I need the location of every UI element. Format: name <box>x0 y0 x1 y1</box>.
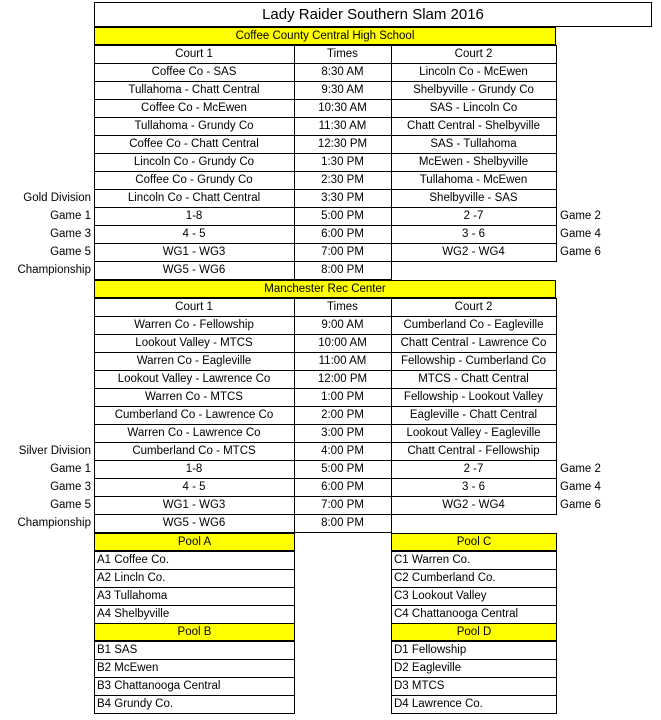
grid-line <box>94 352 557 353</box>
grid-line <box>391 587 557 588</box>
pool-team: B1 SAS <box>97 644 138 656</box>
court-1-match: Warren Co - Eagleville <box>136 355 252 367</box>
court-2-match <box>391 514 556 532</box>
grid-line <box>391 713 557 714</box>
court-1-match: 4 - 5 <box>182 228 206 240</box>
grid-line <box>294 551 295 623</box>
court-2-match: Fellowship - Cumberland Co <box>400 355 547 367</box>
grid-line <box>94 189 557 190</box>
game-label: Championship <box>17 264 91 276</box>
match-time: 10:30 AM <box>318 102 367 114</box>
pool-c-header: Pool C <box>391 533 557 551</box>
match-time: 1:30 PM <box>321 156 364 168</box>
match-time: 3:30 PM <box>321 192 364 204</box>
grid-line <box>94 677 295 678</box>
court-1-match: Coffee Co - SAS <box>151 66 237 78</box>
grid-line <box>94 406 557 407</box>
court-2-match: Shelbyville - Grundy Co <box>413 84 534 96</box>
grid-line <box>94 45 95 279</box>
court-1-match: Coffee Co - McEwen <box>141 102 247 114</box>
pool-team: A2 Lincln Co. <box>97 572 166 584</box>
court-1-match: Coffee Co - Grundy Co <box>135 174 253 186</box>
match-time: 10:00 AM <box>318 337 367 349</box>
pool-b-header: Pool B <box>94 623 295 641</box>
grid-line <box>94 334 557 335</box>
court-2-match: Lincoln Co - McEwen <box>419 66 528 78</box>
game-label: Game 5 <box>50 499 91 511</box>
grid-line <box>94 551 295 552</box>
court-1-match: WG5 - WG6 <box>162 517 226 529</box>
division-label: Silver Division <box>18 445 91 457</box>
times-header: Times <box>327 301 358 313</box>
grid-line <box>94 641 95 713</box>
grid-line <box>94 117 557 118</box>
grid-line <box>391 641 392 713</box>
court-2-match: McEwen - Shelbyville <box>418 156 529 168</box>
grid-line <box>94 587 295 588</box>
grid-line <box>391 641 557 642</box>
pool-team: D4 Lawrence Co. <box>394 698 483 710</box>
court-2-match: Cumberland Co - Eagleville <box>403 319 544 331</box>
pool-team: D1 Fellowship <box>394 644 467 656</box>
pool-team: A1 Coffee Co. <box>97 554 170 566</box>
pool-team: A3 Tullahoma <box>97 590 168 602</box>
pool-d-header: Pool D <box>391 623 557 641</box>
match-time: 12:30 PM <box>317 138 368 150</box>
gold-venue-header: Coffee County Central High School <box>94 27 556 45</box>
grid-line <box>94 713 295 714</box>
grid-line <box>94 551 95 623</box>
grid-line <box>94 641 295 642</box>
court-2-match: WG2 - WG4 <box>442 246 505 258</box>
grid-line <box>94 153 557 154</box>
court-1-header: Court 1 <box>175 301 213 313</box>
match-time: 2:30 PM <box>321 174 364 186</box>
game-label: Game 5 <box>50 246 91 258</box>
times-header: Times <box>327 48 358 60</box>
court-2-match: Fellowship - Lookout Valley <box>403 391 544 403</box>
grid-line <box>391 551 557 552</box>
grid-line <box>294 45 295 279</box>
grid-line <box>556 551 557 623</box>
pool-team: C2 Cumberland Co. <box>394 572 496 584</box>
court-1-match: Tullahoma - Grundy Co <box>134 120 254 132</box>
game-label: Game 4 <box>560 228 601 240</box>
match-time: 6:00 PM <box>321 481 364 493</box>
match-time: 11:30 AM <box>318 120 367 132</box>
grid-line <box>94 225 557 226</box>
court-2-header: Court 2 <box>454 301 493 313</box>
grid-line <box>391 551 392 623</box>
court-1-match: Lookout Valley - Lawrence Co <box>117 373 271 385</box>
grid-line <box>94 695 295 696</box>
court-2-match: 2 -7 <box>463 463 484 475</box>
match-time: 8:00 PM <box>321 264 364 276</box>
grid-line <box>94 298 557 299</box>
pool-team: B2 McEwen <box>97 662 159 674</box>
match-time: 9:30 AM <box>321 84 364 96</box>
court-1-match: Lincoln Co - Grundy Co <box>133 156 255 168</box>
game-label: Championship <box>17 517 91 529</box>
grid-line <box>94 45 557 46</box>
match-time: 8:00 PM <box>321 517 364 529</box>
grid-line <box>94 659 295 660</box>
game-label: Game 2 <box>560 210 601 222</box>
match-time: 3:00 PM <box>321 427 364 439</box>
game-label: Game 3 <box>50 481 91 493</box>
grid-line <box>391 569 557 570</box>
grid-line <box>94 298 95 532</box>
court-1-match: Cumberland Co - Lawrence Co <box>114 409 274 421</box>
grid-line <box>94 388 557 389</box>
pool-team: C3 Lookout Valley <box>394 590 487 602</box>
grid-line <box>94 496 557 497</box>
grid-line <box>294 298 295 532</box>
pool-team: D2 Eagleville <box>394 662 462 674</box>
division-label: Gold Division <box>23 192 91 204</box>
grid-line <box>94 171 557 172</box>
court-2-match: MTCS - Chatt Central <box>418 373 529 385</box>
court-2-match <box>391 261 556 279</box>
court-1-match: Coffee Co - Chatt Central <box>129 138 259 150</box>
grid-line <box>94 261 557 262</box>
game-label: Game 4 <box>560 481 601 493</box>
court-2-header: Court 2 <box>454 48 493 60</box>
court-1-match: Warren Co - MTCS <box>145 391 243 403</box>
match-time: 4:00 PM <box>321 445 364 457</box>
pool-a-header: Pool A <box>94 533 295 551</box>
page-title: Lady Raider Southern Slam 2016 <box>94 2 652 27</box>
game-label: Game 1 <box>50 210 91 222</box>
grid-line <box>391 45 392 279</box>
grid-line <box>94 424 557 425</box>
court-2-match: SAS - Tullahoma <box>430 138 517 150</box>
court-2-match: 3 - 6 <box>461 228 485 240</box>
match-time: 7:00 PM <box>321 499 364 511</box>
grid-line <box>94 370 557 371</box>
grid-line <box>94 207 557 208</box>
court-1-match: Warren Co - Lawrence Co <box>127 427 261 439</box>
grid-line <box>94 442 557 443</box>
court-2-match: Shelbyville - SAS <box>429 192 518 204</box>
silver-venue-header: Manchester Rec Center <box>94 280 556 298</box>
game-label: Game 3 <box>50 228 91 240</box>
grid-line <box>94 99 557 100</box>
court-2-match: SAS - Lincoln Co <box>429 102 518 114</box>
grid-line <box>94 63 557 64</box>
court-1-match: 4 - 5 <box>182 481 206 493</box>
court-1-match: Cumberland Co - MTCS <box>132 445 256 457</box>
court-1-match: WG1 - WG3 <box>162 499 226 511</box>
pool-team: B4 Grundy Co. <box>97 698 174 710</box>
court-2-match: Chatt Central - Fellowship <box>407 445 540 457</box>
match-time: 5:00 PM <box>321 463 364 475</box>
pool-team: B3 Chattanooga Central <box>97 680 221 692</box>
game-label: Game 6 <box>560 246 601 258</box>
match-time: 5:00 PM <box>321 210 364 222</box>
pool-team: C4 Chattanooga Central <box>394 608 519 620</box>
grid-line <box>391 677 557 678</box>
grid-line <box>391 695 557 696</box>
grid-line <box>391 298 392 532</box>
court-1-match: 1-8 <box>185 210 203 222</box>
court-1-match: WG1 - WG3 <box>162 246 226 258</box>
court-1-match: Lincoln Co - Chatt Central <box>127 192 261 204</box>
grid-line <box>94 605 295 606</box>
match-time: 8:30 AM <box>321 66 364 78</box>
match-time: 11:00 AM <box>318 355 367 367</box>
court-2-match: Eagleville - Chatt Central <box>409 409 538 421</box>
court-1-match: 1-8 <box>185 463 203 475</box>
grid-line <box>294 641 295 713</box>
pool-team: A4 Shelbyville <box>97 608 170 620</box>
court-2-match: Chatt Central - Shelbyville <box>407 120 540 132</box>
match-time: 1:00 PM <box>321 391 364 403</box>
court-2-match: WG2 - WG4 <box>442 499 505 511</box>
game-label: Game 2 <box>560 463 601 475</box>
court-2-match: Lookout Valley - Eagleville <box>406 427 541 439</box>
grid-line <box>94 243 557 244</box>
pool-team: C1 Warren Co. <box>394 554 471 566</box>
match-time: 9:00 AM <box>321 319 364 331</box>
grid-line <box>556 641 557 713</box>
grid-line <box>94 514 557 515</box>
court-2-match: 3 - 6 <box>461 481 485 493</box>
court-2-match: Tullahoma - McEwen <box>419 174 528 186</box>
grid-line <box>94 316 557 317</box>
grid-line <box>94 81 557 82</box>
grid-line <box>94 460 557 461</box>
court-1-match: Warren Co - Fellowship <box>134 319 254 331</box>
game-label: Game 1 <box>50 463 91 475</box>
match-time: 2:00 PM <box>321 409 364 421</box>
match-time: 6:00 PM <box>321 228 364 240</box>
match-time: 12:00 PM <box>317 373 368 385</box>
grid-line <box>391 659 557 660</box>
match-time: 7:00 PM <box>321 246 364 258</box>
court-1-header: Court 1 <box>175 48 213 60</box>
grid-line <box>94 569 295 570</box>
court-1-match: WG5 - WG6 <box>162 264 226 276</box>
court-1-match: Tullahoma - Chatt Central <box>128 84 260 96</box>
grid-line <box>94 478 557 479</box>
court-1-match: Lookout Valley - MTCS <box>135 337 253 349</box>
court-2-match: 2 -7 <box>463 210 484 222</box>
court-2-match: Chatt Central - Lawrence Co <box>400 337 547 349</box>
grid-line <box>94 135 557 136</box>
pool-team: D3 MTCS <box>394 680 445 692</box>
game-label: Game 6 <box>560 499 601 511</box>
grid-line <box>391 605 557 606</box>
